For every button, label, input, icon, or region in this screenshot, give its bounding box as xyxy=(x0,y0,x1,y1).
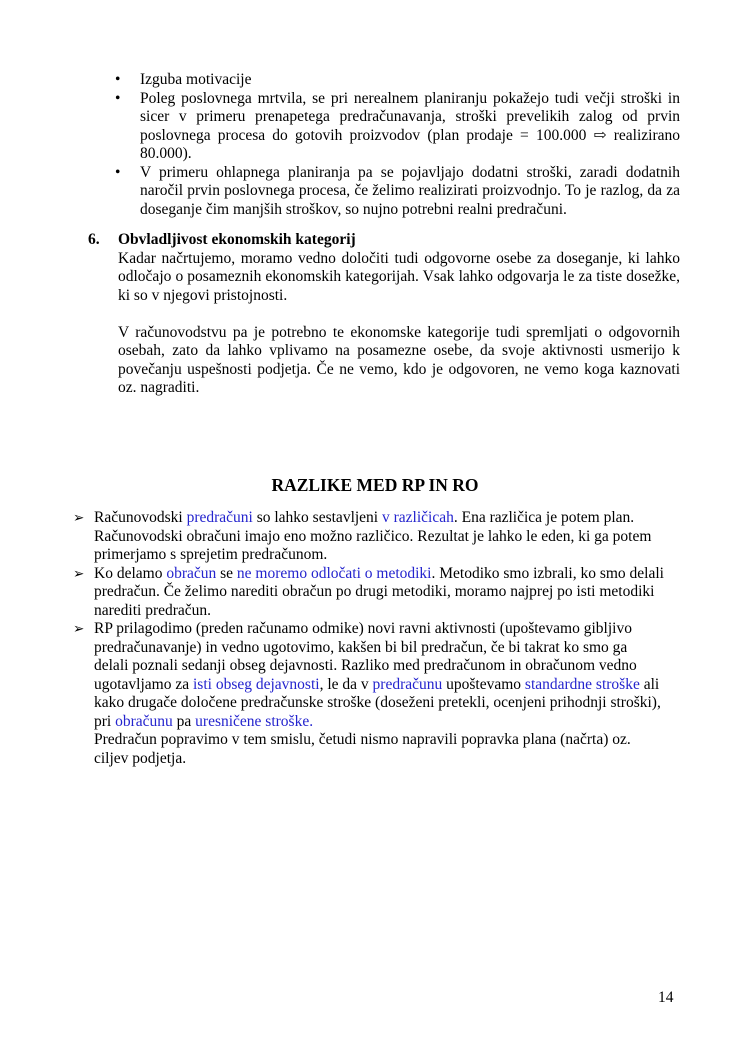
highlighted-term: obračun xyxy=(166,564,217,582)
text-run: Ko delamo xyxy=(94,564,167,582)
numbered-section-heading xyxy=(88,231,680,250)
bullet-text xyxy=(94,620,664,731)
arrow-bullet-icon: ➢ xyxy=(73,510,85,526)
numbered-section-6 xyxy=(88,231,680,398)
highlighted-term: isti obseg dejavnosti xyxy=(193,675,320,693)
list-item xyxy=(115,90,680,164)
bullet-text xyxy=(94,509,664,565)
text-run: se xyxy=(216,564,237,582)
text-run: upoštevamo xyxy=(442,675,525,693)
highlighted-term: predračuni xyxy=(186,509,253,526)
intro-bullet-list xyxy=(115,71,680,219)
bullet-icon: • xyxy=(115,89,121,107)
page-number: 14 xyxy=(658,989,674,1006)
bullet-text xyxy=(94,565,664,621)
page-title: RAZLIKE MED RP IN RO xyxy=(271,475,479,495)
text-run: Računovodski xyxy=(94,509,187,526)
item-number: 6. xyxy=(88,231,100,248)
highlighted-term: predračunu xyxy=(372,675,443,693)
list-item xyxy=(73,509,664,565)
highlighted-term: standardne stroške xyxy=(524,675,640,693)
list-item xyxy=(73,620,664,731)
text-run: pa xyxy=(172,712,196,730)
highlighted-term: uresničene stroške. xyxy=(195,712,314,730)
highlighted-term: obračunu xyxy=(115,712,173,730)
bullet-icon: • xyxy=(115,163,121,181)
bullet-icon: • xyxy=(115,71,121,88)
comparison-bullet-list xyxy=(73,509,664,768)
list-item xyxy=(73,565,664,621)
bullet-text: V primeru ohlapnega planiranja pa se pojavljajo dodatni stroški, zaradi dodatnih naročil prvin poslovnega procesa, če želimo realizirati proizvodnjo. To je razlog, da za doseganje čim manjših stroškov, so nujno potrebni realni predračuni. xyxy=(140,163,680,218)
highlighted-term: ne moremo odločati o metodiki xyxy=(236,564,432,582)
bullet-text: Izguba motivacije xyxy=(140,71,252,88)
text-run: . Metodiko smo izbrali, ko smo delali predračun. Če želimo narediti obračun po drugi metodiki, moramo najprej po isti metodiki narediti predračun. xyxy=(94,564,664,619)
bullet-text: Poleg poslovnega mrtvila, se pri nerealnem planiranju pokažejo tudi večji stroški in sicer v primeru prenapetega predračunavanja, stroški prevelikih zalog od prvin poslovnega procesa do gotovih proizvodov (plan prodaje = 100.000 ⇨ realizirano 80.000). xyxy=(140,89,680,162)
item-title: Obvladljivost ekonomskih kategorij xyxy=(118,231,356,248)
text-run: RP prilagodimo (preden računamo odmike) novi ravni aktivnosti (upoštevamo gibljivo predračunavanje) in vedno ugotovimo, kakšen bi bil predračun, če bi takrat ko smo ga delali poznali sedanji obseg dejavnosti. Razliko med predračunom in obračunom vedno ugotavljamo za xyxy=(94,620,637,693)
list-item xyxy=(115,71,680,90)
arrow-bullet-icon: ➢ xyxy=(73,621,85,637)
paragraph: V računovodstvu pa je potrebno te ekonomske kategorije tudi spremljati o odgovornih osebah, zato da lahko vplivamo na posamezne osebe, da svoje aktivnosti usmerijo k povečanju uspešnosti podjetja. Če ne vemo, kdo je odgovoren, ne vemo koga kaznovati oz. nagraditi. xyxy=(118,323,680,396)
arrow-bullet-icon: ➢ xyxy=(73,565,85,582)
text-run: ali kako drugače določene predračunske stroške (doseženi pretekli, ocenjeni prihodnji stroški), pri xyxy=(94,675,661,730)
paragraph: Kadar načrtujemo, moramo vedno določiti tudi odgovorne osebe za doseganje, ki lahko odločajo o posameznih ekonomskih kategorijah. Vsak lahko odgovarja le za tiste dosežke, ki so v njegovi pristojnosti. xyxy=(118,249,680,304)
text-run: . Ena različica je potem plan. Računovodski obračuni imajo eno možno različico. Rezultat je lahko le eden, ki ga potem primerjamo s sprejetim predračunom. xyxy=(94,509,652,563)
paragraph: Predračun popravimo v tem smislu, četudi nismo napravili popravka plana (načrta) oz. ciljev podjetja. xyxy=(94,731,631,767)
text-run: so lahko sestavljeni xyxy=(252,509,382,526)
highlighted-term: v različicah xyxy=(382,509,454,526)
list-item xyxy=(115,164,680,220)
text-run: , le da v xyxy=(319,675,373,693)
